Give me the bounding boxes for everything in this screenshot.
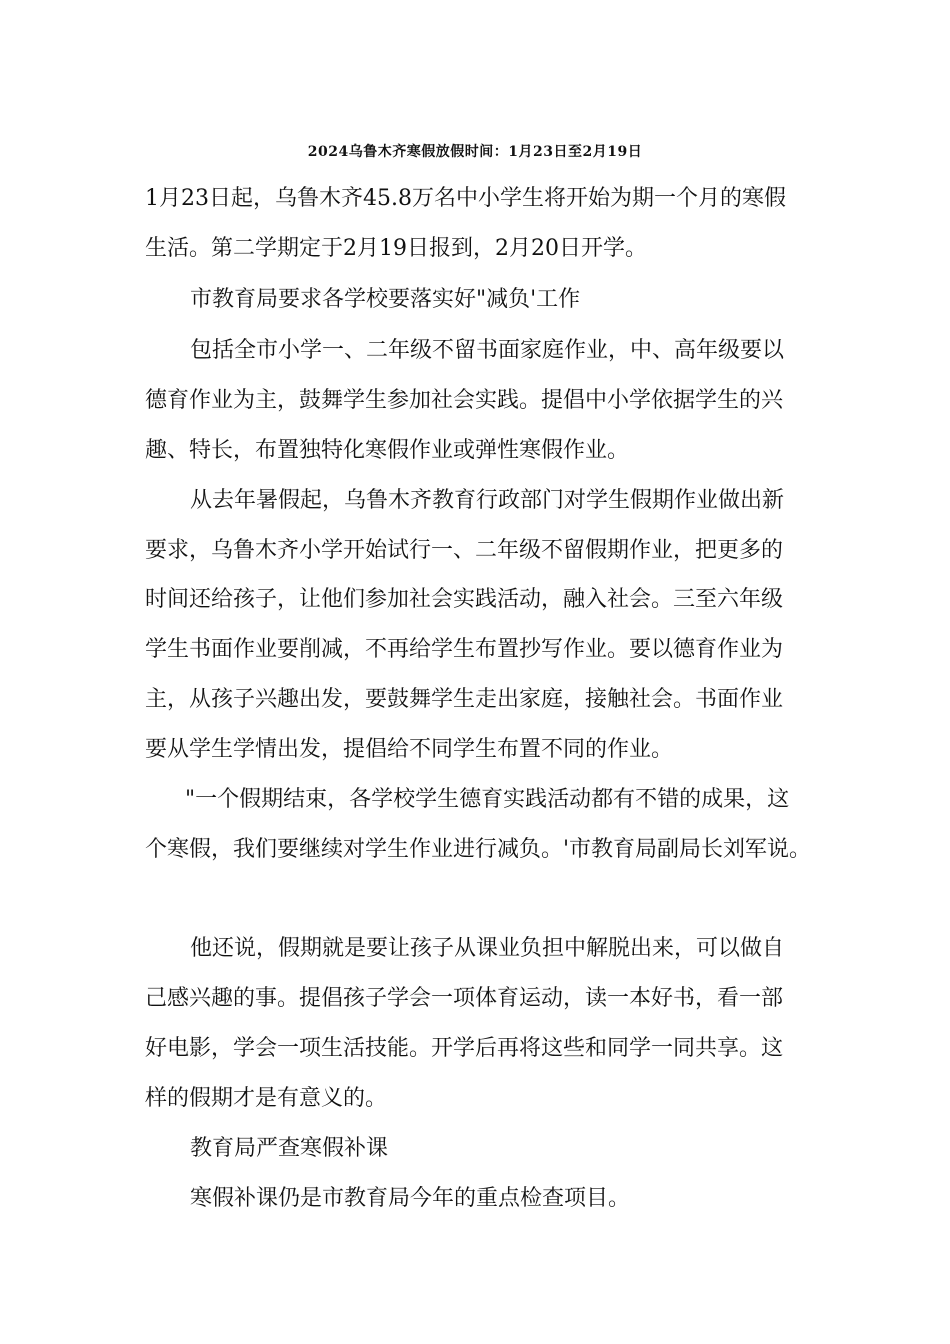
text-line: 时间还给孩子，让他们参加社会实践活动，融入社会。三至六年级 — [145, 587, 784, 612]
text-line: 样的假期才是有意义的。 — [145, 1086, 388, 1111]
text-line: 要求，乌鲁木齐小学开始试行一、二年级不留假期作业，把更多的 — [145, 538, 784, 563]
text-line: 1月23日起，乌鲁木齐45.8万名中小学生将开始为期一个月的寒假 — [145, 186, 786, 211]
text-line: "一个假期结束，各学校学生德育实践活动都有不错的成果，这 — [185, 787, 790, 812]
text-line: 他还说，假期就是要让孩子从课业负担中解脱出来，可以做自 — [190, 936, 785, 961]
text-line: 生活。第二学期定于2月19日报到，2月20日开学。 — [145, 236, 647, 261]
text-line: 德育作业为主，鼓舞学生参加社会实践。提倡中小学依据学生的兴 — [145, 388, 784, 413]
text-line: 己感兴趣的事。提倡孩子学会一项体育运动，读一本好书，看一部 — [145, 986, 784, 1011]
text-line: 包括全市小学一、二年级不留书面家庭作业，中、高年级要以 — [190, 338, 785, 363]
text-line: 个寒假，我们要继续对学生作业进行减负。'市教育局副局长刘军说。 — [145, 837, 812, 862]
text-line: 寒假补课仍是市教育局今年的重点检查项目。 — [190, 1186, 631, 1211]
section-heading: 教育局严查寒假补课 — [190, 1136, 389, 1161]
text-line: 主，从孩子兴趣出发，要鼓舞学生走出家庭，接触社会。书面作业 — [145, 687, 784, 712]
text-line: 要从学生学情出发，提倡给不同学生布置不同的作业。 — [145, 737, 674, 762]
text-line: 学生书面作业要削减，不再给学生布置抄写作业。要以德育作业为 — [145, 637, 784, 662]
section-heading: 市教育局要求各学校要落实好"减负'工作 — [190, 287, 581, 312]
text-line: 趣、特长，布置独特化寒假作业或弹性寒假作业。 — [145, 438, 630, 463]
text-line: 从去年暑假起，乌鲁木齐教育行政部门对学生假期作业做出新 — [190, 488, 785, 513]
page-title: 2024乌鲁木齐寒假放假时间：1月23日至2月19日 — [307, 144, 643, 160]
text-line: 好电影，学会一项生活技能。开学后再将这些和同学一同共享。这 — [145, 1036, 784, 1061]
